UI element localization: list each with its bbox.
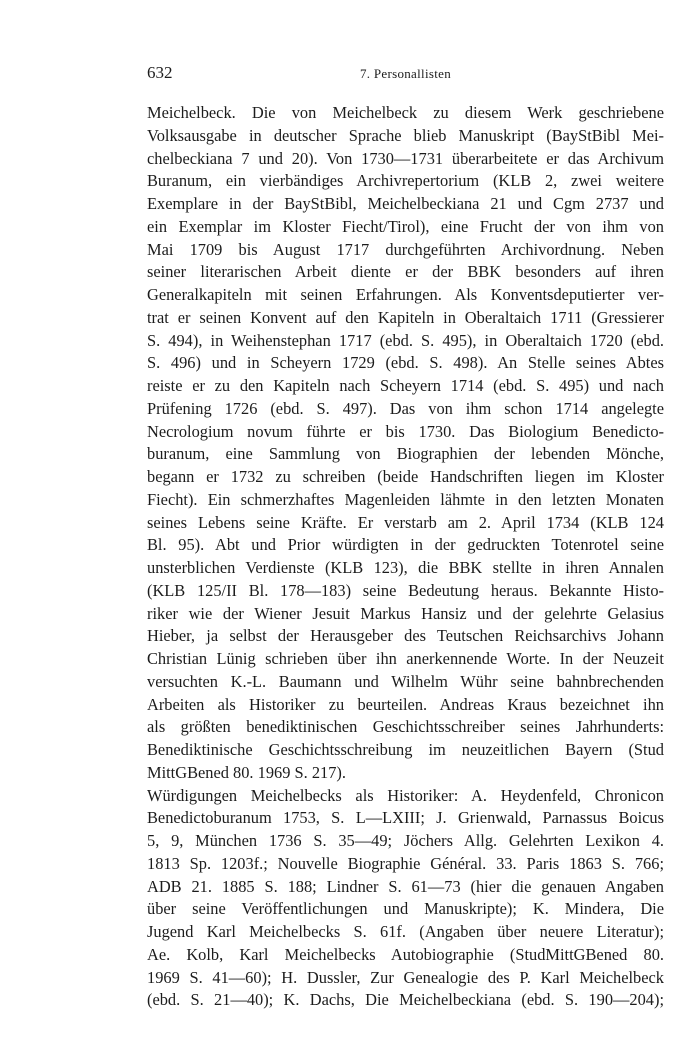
text-line: ADB 21. 1885 S. 188; Lindner S. 61—73 (hier die genauen Angaben	[147, 876, 664, 896]
text-line: Bl. 95). Abt und Prior würdigten in der gedruckten Totenrotel seine	[147, 535, 664, 555]
text-line: Arbeiten als Historiker zu beurteilen. Andreas Kraus bezeichnet ihn	[147, 694, 664, 714]
text-line: (KLB 125/II Bl. 178—183) seine Bedeutung heraus. Bekannte Histo-	[147, 580, 664, 600]
text-line: MittGBened 80. 1969 S. 217).	[147, 762, 346, 782]
text-line: Hieber, ja selbst der Herausgeber des Teutschen Reichsarchivs Johann	[147, 626, 664, 646]
body-text	[147, 102, 664, 1012]
text-line: ein Exemplar im Kloster Fiecht/Tirol), eine Frucht der von ihm von	[147, 216, 664, 236]
text-line: Würdigungen Meichelbecks als Historiker: A. Heydenfeld, Chronicon	[147, 785, 664, 805]
text-line: Volksausgabe in deutscher Sprache blieb Manuskript (BayStBibl Mei-	[147, 125, 664, 145]
text-line: Fiecht). Ein schmerzhaftes Magenleiden lähmte in den letzten Monaten	[147, 489, 664, 509]
page-number: 632	[147, 63, 173, 82]
text-line: Benediktinische Geschichtsschreibung im neuzeitlichen Bayern (Stud	[147, 740, 664, 759]
text-line: S. 494), in Weihenstephan 1717 (ebd. S. 495), in Oberaltaich 1720 (ebd.	[147, 330, 664, 350]
text-line: Prüfening 1726 (ebd. S. 497). Das von ihm schon 1714 angelegte	[147, 398, 664, 418]
text-line: unsterblichen Verdienste (KLB 123), die BBK stellte in ihren Annalen	[147, 558, 664, 577]
text-line: Generalkapiteln mit seinen Erfahrungen. Als Konventsdeputierter ver-	[147, 285, 664, 304]
text-line: Buranum, ein vierbändiges Archivrepertorium (KLB 2, zwei weitere	[147, 171, 664, 191]
text-line: Christian Lünig schrieben über ihn anerkennende Worte. In der Neuzeit	[147, 649, 664, 668]
running-head: 7. Personallisten	[359, 66, 452, 81]
text-line: Exemplare in der BayStBibl, Meichelbeckiana 21 und Cgm 2737 und	[147, 194, 664, 213]
text-line: S. 496) und in Scheyern 1729 (ebd. S. 498). An Stelle seines Abtes	[147, 353, 664, 373]
text-line: 5, 9, München 1736 S. 35—49; Jöchers Allg. Gelehrten Lexikon 4.	[147, 831, 664, 850]
text-line: reiste er zu den Kapiteln nach Scheyern 1714 (ebd. S. 495) und nach	[147, 376, 664, 395]
text-line: seiner literarischen Arbeit diente er der BBK besonders auf ihren	[147, 262, 664, 282]
text-line: chelbeckiana 7 und 20). Von 1730—1731 überarbeitete er das Archivum	[147, 148, 664, 168]
text-line: (ebd. S. 21—40); K. Dachs, Die Meichelbeckiana (ebd. S. 190—204);	[147, 990, 664, 1010]
text-line: Necrologium novum führte er bis 1730. Das Biologium Benedicto-	[147, 421, 664, 441]
text-line: riker wie der Wiener Jesuit Markus Hansiz und der gelehrte Gelasius	[147, 603, 664, 623]
text-line: versuchten K.-L. Baumann und Wilhelm Wühr seine bahnbrechenden	[147, 671, 664, 691]
text-line: begann er 1732 zu schreiben (beide Handschriften liegen im Kloster	[147, 467, 664, 486]
text-line: Benedictoburanum 1753, S. L—LXIII; J. Grienwald, Parnassus Boicus	[147, 808, 664, 828]
text-line: buranum, eine Sammlung von Biographien der lebenden Mönche,	[147, 444, 664, 464]
text-line: Ae. Kolb, Karl Meichelbecks Autobiographie (StudMittGBened 80.	[147, 944, 664, 964]
text-line: trat er seinen Konvent auf den Kapiteln in Oberaltaich 1711 (Gressierer	[147, 307, 664, 327]
text-line: als größten benediktinischen Geschichtsschreiber seines Jahrhunderts:	[147, 717, 664, 737]
text-line: Jugend Karl Meichelbecks S. 61f. (Angaben über neuere Literatur);	[147, 922, 664, 941]
text-line: Mai 1709 bis August 1717 durchgeführten Archivordnung. Neben	[147, 239, 664, 259]
text-line: seines Lebens seine Kräfte. Er verstarb am 2. April 1734 (KLB 124	[147, 512, 664, 532]
text-line: über seine Veröffentlichungen und Manuskripte); K. Mindera, Die	[147, 899, 664, 919]
text-line: 1969 S. 41—60); H. Dussler, Zur Genealogie des P. Karl Meichelbeck	[147, 967, 664, 987]
text-line: 1813 Sp. 1203f.; Nouvelle Biographie Général. 33. Paris 1863 S. 766;	[147, 853, 664, 873]
text-line: Meichelbeck. Die von Meichelbeck zu diesem Werk geschriebene	[147, 103, 664, 122]
